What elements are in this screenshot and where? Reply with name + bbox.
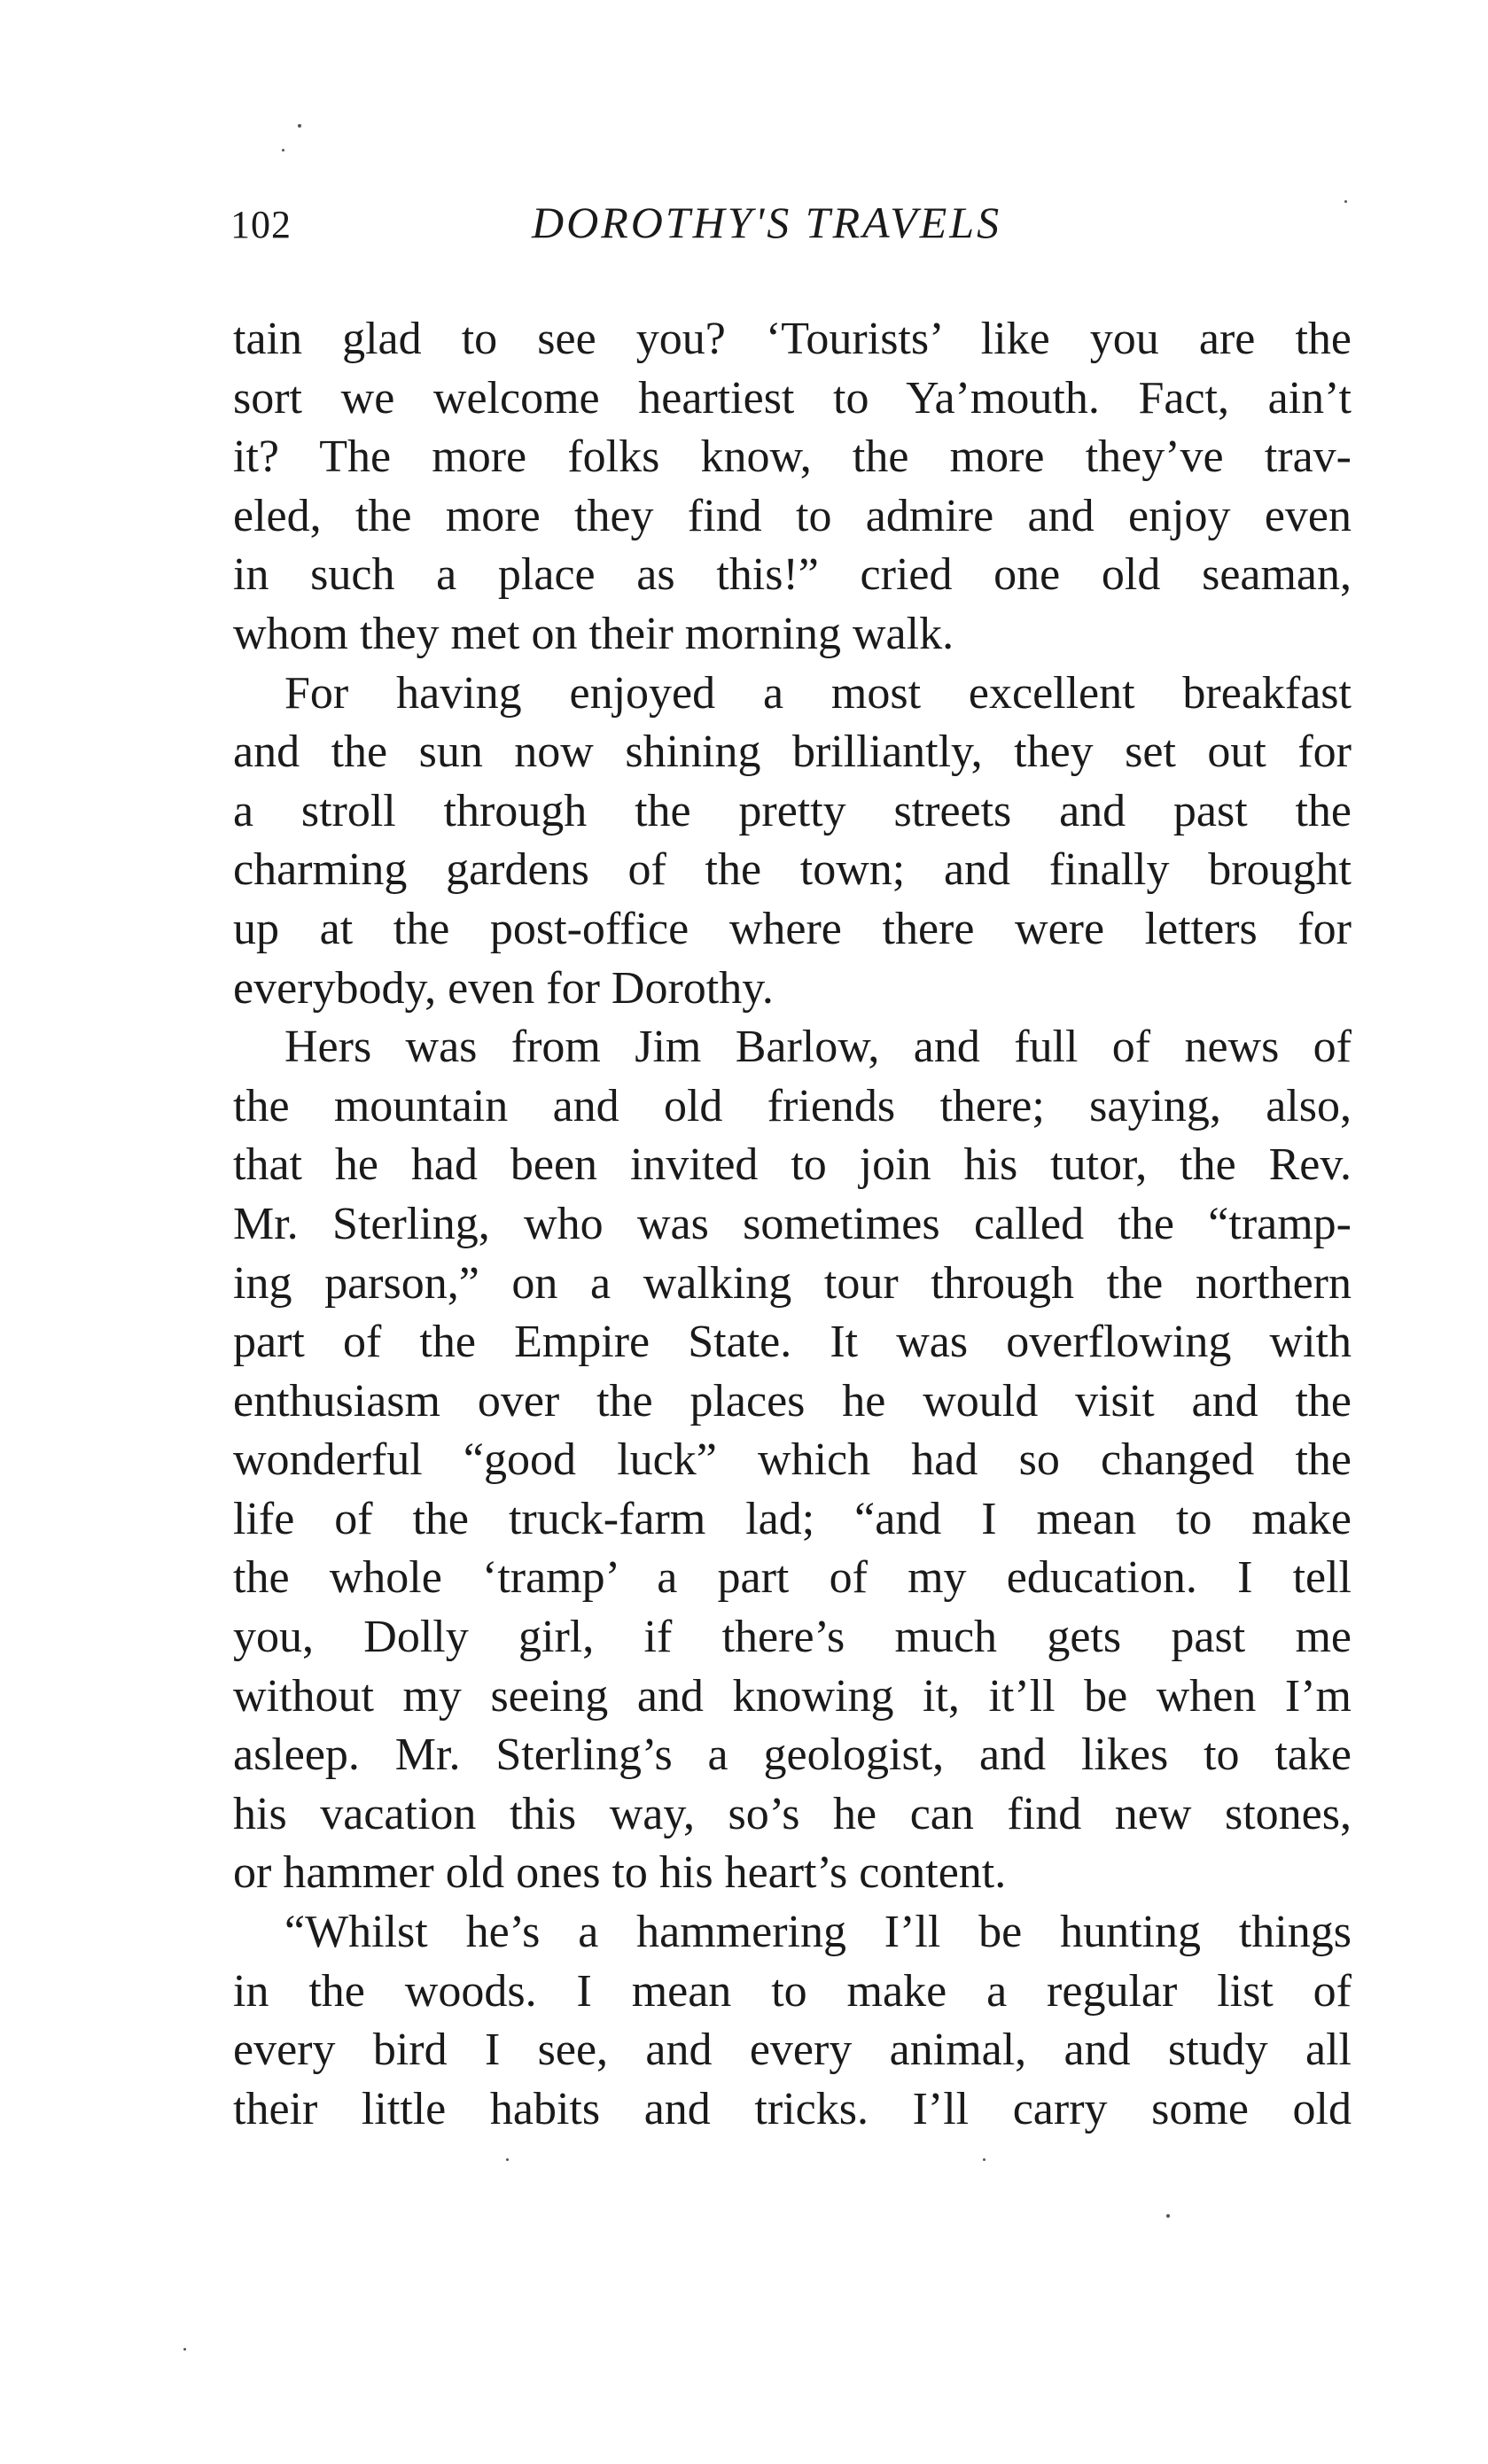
text-line: enthusiasm over the places he would visit and the [233,1375,1352,1426]
paper-speck [983,2158,986,2161]
text-line: that he had been invited to join his tutor, the Rev. [233,1139,1352,1191]
text-line: sort we welcome heartiest to Ya’mouth. Fact, ain’t [233,372,1352,424]
text-line: Mr. Sterling, who was sometimes called the “tramp- [233,1198,1352,1249]
paper-speck [282,149,284,152]
text-line: For having enjoyed a most excellent breakfast [284,667,1352,719]
text-line: part of the Empire State. It was overflowing with [233,1317,1352,1368]
text-line: charming gardens of the town; and finally brought [233,844,1352,896]
text-line: you, Dolly girl, if there’s much gets past me [233,1612,1352,1663]
text-line: up at the post-office where there were letters for [233,903,1352,954]
body-text [233,310,1352,2139]
text-line: without my seeing and knowing it, it’ll be when I’m [233,1670,1352,1722]
text-line: whom they met on their morning walk. [233,608,954,659]
running-title: DOROTHY'S TRAVELS [532,198,1002,247]
paper-speck [298,124,301,128]
text-line: every bird I see, and every animal, and study all [233,2025,1352,2076]
page-number: 102 [230,203,292,246]
text-line: in such a place as this!” cried one old seaman, [233,549,1352,601]
text-line: the mountain and old friends there; saying, also, [233,1080,1352,1131]
text-line: their little habits and tricks. I’ll carry some old [233,2083,1352,2134]
text-line: the whole ‘tramp’ a part of my education. I tell [233,1552,1352,1604]
page-header [230,197,1352,259]
text-line: everybody, even for Dorothy. [233,962,774,1014]
paper-speck [506,2158,509,2161]
text-line: it? The more folks know, the more they’ve trav- [233,431,1352,483]
paper-speck [1166,2214,1170,2218]
text-line: ing parson,” on a walking tour through the northern [233,1257,1352,1309]
text-line: a stroll through the pretty streets and past the [233,785,1352,836]
text-line: tain glad to see you? ‘Tourists’ like you are the [233,314,1352,364]
text-line: life of the truck-farm lad; “and I mean to make [233,1493,1352,1544]
text-line: “Whilst he’s a hammering I’ll be hunting things [284,1907,1352,1958]
paper-speck [183,2348,186,2351]
text-line: his vacation this way, so’s he can find new stones, [233,1788,1352,1839]
text-line: asleep. Mr. Sterling’s a geologist, and likes to take [233,1729,1352,1781]
text-line: wonderful “good luck” which had so changed the [233,1434,1352,1486]
text-line: Hers was from Jim Barlow, and full of news of [284,1022,1352,1073]
text-line: or hammer old ones to his heart’s content. [233,1847,1007,1899]
text-line: eled, the more they find to admire and enjoy even [233,490,1352,541]
text-line: in the woods. I mean to make a regular list of [233,1965,1352,2017]
text-line: and the sun now shining brilliantly, they set out for [233,727,1352,778]
